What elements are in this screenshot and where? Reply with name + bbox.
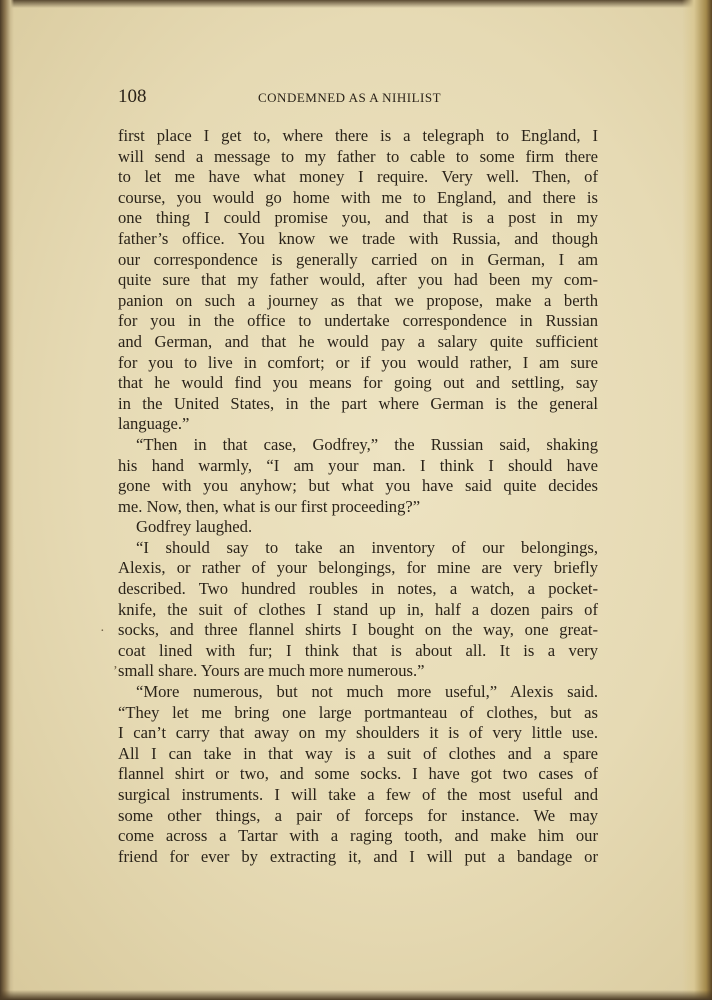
text-line: me. Now, then, what is our first proceeding?” xyxy=(118,496,421,516)
text-line: described. Two hundred roubles in notes, a watch, a pocket- xyxy=(118,579,598,599)
text-line: course, you would go home with me to England, and there is xyxy=(118,187,598,207)
text-line: and German, and that he would pay a salary quite sufficient xyxy=(118,331,598,351)
margin-tick: ’ xyxy=(113,664,118,679)
text-line: “More numerous, but not much more useful,” Alexis said. xyxy=(136,682,598,702)
text-line: “They let me bring one large portmanteau of clothes, but as xyxy=(118,702,598,722)
text-line: flannel shirt or two, and some socks. I have got two cases of xyxy=(118,764,598,784)
page-header xyxy=(118,86,598,110)
text-line: friend for ever by extracting it, and I will put a bandage or xyxy=(118,846,598,866)
text-line: Godfrey laughed. xyxy=(136,517,253,537)
text-line: come across a Tartar with a raging tooth, and make him our xyxy=(118,826,598,846)
text-line: small share. Yours are much more numerous.” xyxy=(118,661,425,681)
text-line: for you to live in comfort; or if you would rather, I am sure xyxy=(118,352,598,372)
text-line: knife, the suit of clothes I stand up in, half a dozen pairs of xyxy=(118,599,598,619)
text-line: for you in the office to undertake correspondence in Russian xyxy=(118,311,598,331)
text-line: first place I get to, where there is a telegraph to England, I xyxy=(118,126,598,145)
text-line: some other things, a pair of forceps for instance. We may xyxy=(118,805,598,825)
text-line: “Then in that case, Godfrey,” the Russian said, shaking xyxy=(136,434,598,454)
text-line: gone with you anyhow; but what you have said quite decides xyxy=(118,476,598,496)
text-line: “I should say to take an inventory of our belongings, xyxy=(136,537,598,557)
text-line: his hand warmly, “I am your man. I think I should have xyxy=(118,455,598,475)
text-line: one thing I could promise you, and that is a post in my xyxy=(118,208,598,228)
page-bottom-shadow xyxy=(0,990,712,1000)
text-line: our correspondence is generally carried on in German, I am xyxy=(118,249,598,269)
margin-dot: · xyxy=(100,624,105,639)
running-title: CONDEMNED AS A NIHILIST xyxy=(258,90,442,105)
text-line: socks, and three flannel shirts I bought on the way, one great- xyxy=(118,620,598,640)
text-line: I can’t carry that away on my shoulders it is of very little use. xyxy=(118,723,598,743)
text-line: that he would find you means for going out and settling, say xyxy=(118,373,598,393)
text-line: to let me have what money I require. Very well. Then, of xyxy=(118,167,598,187)
page-binding-edge xyxy=(0,0,14,1000)
text-line: All I can take in that way is a suit of clothes and a spare xyxy=(118,743,598,763)
page-number: 108 xyxy=(118,86,147,107)
text-line: in the United States, in the part where German is the general xyxy=(118,393,598,413)
body-text xyxy=(118,126,598,867)
text-line: Alexis, or rather of your belongings, for mine are very briefly xyxy=(118,558,598,578)
text-line: surgical instruments. I will take a few of the most useful and xyxy=(118,785,598,804)
page-top-shadow xyxy=(0,0,712,8)
text-line: quite sure that my father would, after you had been my com- xyxy=(118,270,598,290)
text-line: father’s office. You know we trade with Russia, and though xyxy=(118,228,598,248)
text-line: language.” xyxy=(118,414,190,434)
text-line: coat lined with fur; I think that is about all. It is a very xyxy=(118,640,598,660)
text-line: will send a message to my father to cable to some firm there xyxy=(118,146,598,166)
page-right-edge xyxy=(682,0,712,1000)
text-line: panion on such a journey as that we propose, make a berth xyxy=(118,290,598,310)
